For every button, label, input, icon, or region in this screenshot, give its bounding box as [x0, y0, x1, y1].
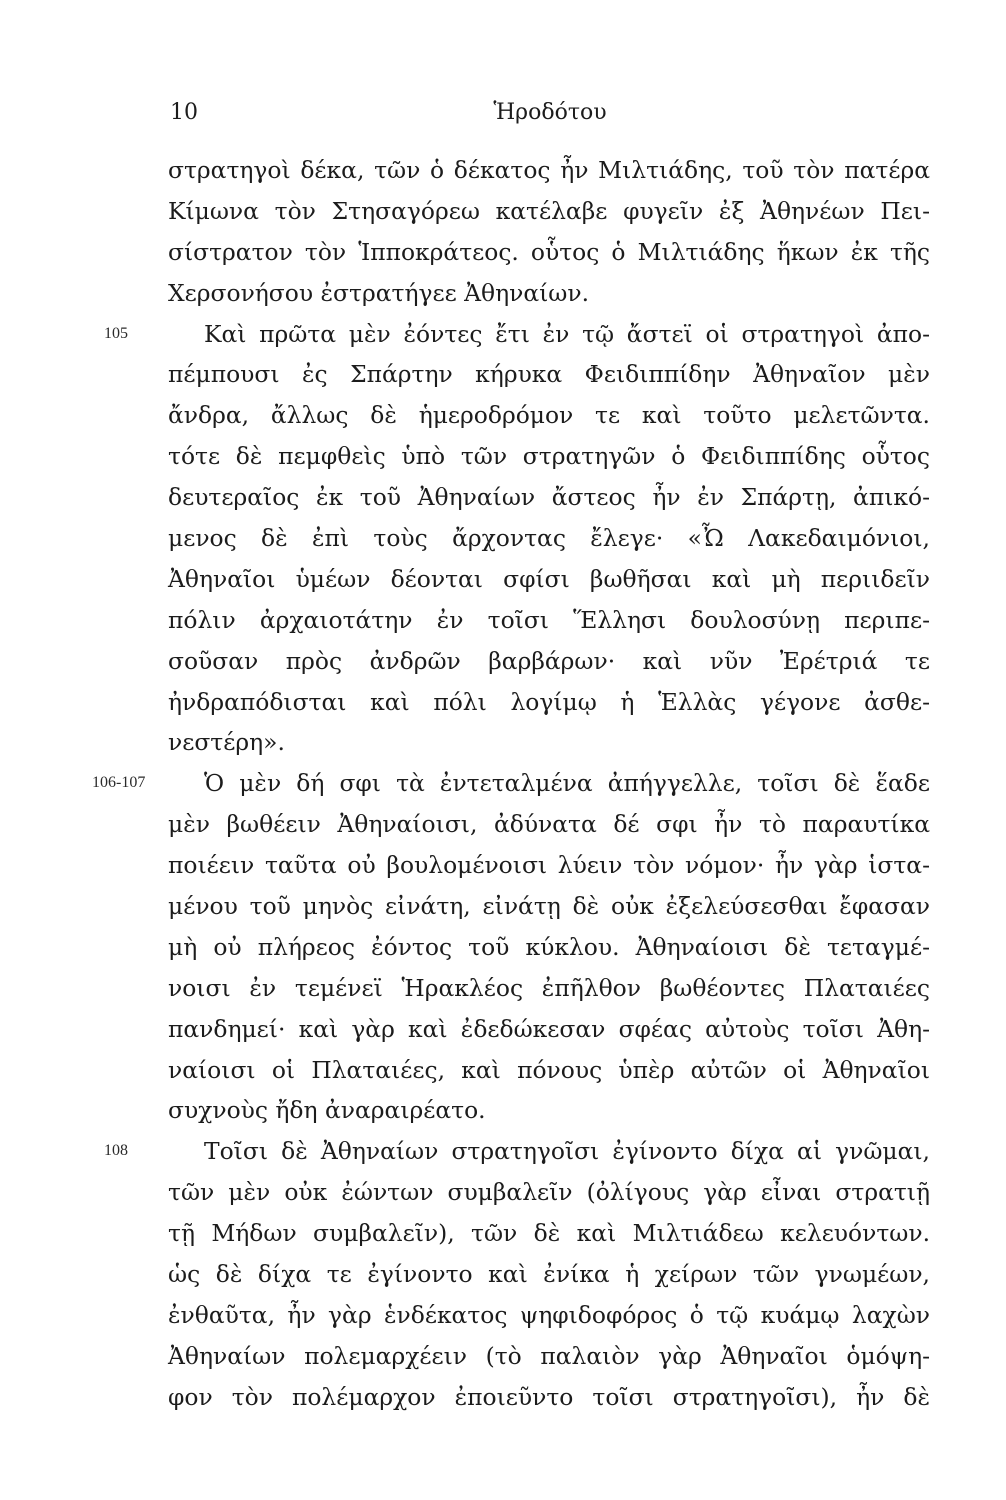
text-line [168, 150, 930, 191]
text-line [168, 436, 930, 477]
text-line [168, 1377, 930, 1418]
text-line [168, 886, 930, 927]
body-text [92, 150, 930, 1418]
text-line [168, 354, 930, 395]
line-text: τῶν μὲν οὐκ ἐώντων συμβαλεῖν (ὀλίγους γὰρ εἶναι στρατιῇ [168, 1178, 930, 1207]
line-text: τῇ Μήδων συμβαλεῖν), τῶν δὲ καὶ Μιλτιάδεω κελευόντων. [168, 1219, 930, 1248]
line-text: πόλιν ἀρχαιοτάτην ἐν τοῖσι Ἕλλησι δουλοσύνῃ περιπε- [168, 605, 930, 634]
line-text: ναίοισι οἱ Πλαταιέες, καὶ πόνους ὑπὲρ αὐτῶν οἱ Ἀθηναῖοι [168, 1055, 930, 1084]
text-line [168, 722, 930, 763]
line-text: Ἀθηναίων πολεμαρχέειν (τὸ παλαιὸν γὰρ Ἀθηναῖοι ὁμόψη- [168, 1341, 930, 1370]
line-text: συχνοὺς ἤδη ἀναραιρέατο. [168, 1096, 486, 1125]
text-line [168, 395, 930, 436]
running-title: Ἡροδότου [493, 100, 607, 125]
line-text: Κίμωνα τὸν Στησαγόρεω κατέλαβε φυγεῖν ἐξ Ἀθηνέων Πει- [168, 196, 930, 225]
text-line [168, 1336, 930, 1377]
chapter-number: 105 [104, 324, 128, 342]
text-line [168, 232, 930, 273]
text-line [168, 804, 930, 845]
text-line [92, 763, 930, 804]
line-text: πανδημεί· καὶ γὰρ καὶ ἐδεδώκεσαν σφέας αὐτοὺς τοῖσι Ἀθη- [168, 1014, 930, 1043]
line-text: Ἀθηναῖοι ὑμέων δέονται σφίσι βωθῆσαι καὶ μὴ περιιδεῖν [168, 564, 930, 593]
page-number: 10 [170, 100, 198, 125]
chapter-number: 108 [104, 1142, 128, 1160]
text-line [168, 273, 930, 314]
text-line [168, 1050, 930, 1091]
text-line [168, 1172, 930, 1213]
line-text: Ὁ μὲν δή σφι τὰ ἐντεταλμένα ἀπήγγελλε, τοῖσι δὲ ἕαδε [204, 769, 930, 798]
line-text: Τοῖσι δὲ Ἀθηναίων στρατηγοῖσι ἐγίνοντο δίχα αἱ γνῶμαι, [204, 1137, 930, 1166]
line-text: ὡς δὲ δίχα τε ἐγίνοντο καὶ ἐνίκα ἡ χείρων τῶν γνωμέων, [168, 1260, 930, 1289]
line-text: ἠνδραπόδισται καὶ πόλι λογίμῳ ἡ Ἑλλὰς γέγονε ἀσθε- [168, 687, 930, 716]
line-text: τότε δὲ πεμφθεὶς ὑπὸ τῶν στρατηγῶν ὁ Φειδιππίδης οὗτος [168, 442, 930, 471]
line-text: νοισι ἐν τεμένεϊ Ἡρακλέος ἐπῆλθον βωθέοντες Πλαταιέες [168, 973, 930, 1002]
line-text: δευτεραῖος ἐκ τοῦ Ἀθηναίων ἄστεος ἦν ἐν Σπάρτῃ, ἀπικό- [168, 483, 930, 512]
line-text: Καὶ πρῶτα μὲν ἐόντες ἔτι ἐν τῷ ἄστεϊ οἱ στρατηγοὶ ἀπο- [204, 319, 930, 348]
chapter-number: 106-107 [92, 774, 146, 792]
text-line [168, 1009, 930, 1050]
line-text: νεστέρη». [168, 728, 285, 757]
text-line [104, 314, 930, 355]
line-text: ποιέειν ταῦτα οὐ βουλομένοισι λύειν τὸν νόμον· ἦν γὰρ ἱστα- [168, 851, 930, 880]
text-line [168, 559, 930, 600]
line-text: μὲν βωθέειν Ἀθηναίοισι, ἀδύνατα δέ σφι ἦν τὸ παραυτίκα [168, 810, 930, 839]
text-line [168, 927, 930, 968]
page-header [170, 100, 930, 140]
text-line [168, 682, 930, 723]
line-text: φον τὸν πολέμαρχον ἐποιεῦντο τοῖσι στρατηγοῖσι), ἦν δὲ [168, 1382, 930, 1411]
text-line [168, 191, 930, 232]
line-text: πέμπουσι ἐς Σπάρτην κήρυκα Φειδιππίδην Ἀθηναῖον μὲν [168, 360, 930, 389]
line-text: σοῦσαν πρὸς ἀνδρῶν βαρβάρων· καὶ νῦν Ἐρέτριά τε [168, 646, 930, 675]
text-line [168, 1254, 930, 1295]
line-text: ἐνθαῦτα, ἦν γὰρ ἑνδέκατος ψηφιδοφόρος ὁ τῷ κυάμῳ λαχὼν [168, 1300, 930, 1329]
line-text: μενος δὲ ἐπὶ τοὺς ἄρχοντας ἔλεγε· «Ὦ Λακεδαιμόνιοι, [168, 524, 930, 553]
line-text: ἄνδρα, ἄλλως δὲ ἡμεροδρόμον τε καὶ τοῦτο μελετῶντα. [168, 401, 930, 430]
text-line [168, 641, 930, 682]
text-line [168, 968, 930, 1009]
text-line [168, 1090, 930, 1131]
text-line [104, 1131, 930, 1172]
line-text: Χερσονήσου ἐστρατήγεε Ἀθηναίων. [168, 278, 590, 307]
text-line [168, 477, 930, 518]
line-text: σίστρατον τὸν Ἱπποκράτεος. οὗτος ὁ Μιλτιάδης ἥκων ἐκ τῆς [168, 237, 930, 266]
text-line [168, 845, 930, 886]
text-line [168, 1213, 930, 1254]
line-text: στρατηγοὶ δέκα, τῶν ὁ δέκατος ἦν Μιλτιάδης, τοῦ τὸν πατέρα [168, 156, 930, 184]
text-line [168, 600, 930, 641]
text-line [168, 518, 930, 559]
text-line [168, 1295, 930, 1336]
line-text: μὴ οὐ πλήρεος ἐόντος τοῦ κύκλου. Ἀθηναίοισι δὲ τεταγμέ- [168, 932, 930, 961]
line-text: μένου τοῦ μηνὸς εἰνάτη, εἰνάτῃ δὲ οὐκ ἐξελεύσεσθαι ἔφασαν [168, 892, 930, 921]
